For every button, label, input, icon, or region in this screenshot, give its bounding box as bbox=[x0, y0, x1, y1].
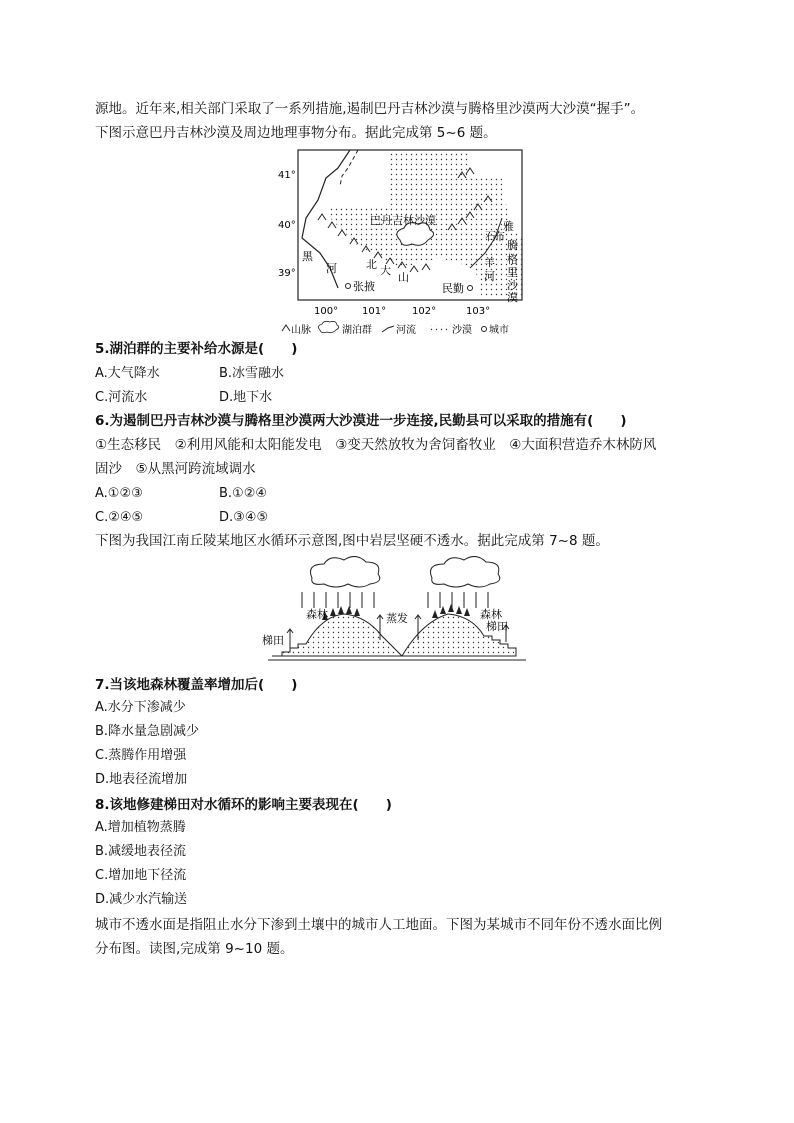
label-hei: 黑 bbox=[302, 250, 313, 263]
water-cycle-diagram bbox=[262, 556, 532, 668]
city-minqin-dot bbox=[468, 286, 473, 291]
q8-option-d: D.减少水汽输送 bbox=[95, 892, 188, 907]
label-he: 河 bbox=[326, 262, 337, 275]
q8-option-a: A.增加植物蒸腾 bbox=[95, 820, 186, 835]
q5-stem: 5.湖泊群的主要补给水源是( ) bbox=[95, 341, 298, 357]
city-zhangye-dot bbox=[346, 284, 351, 289]
q7-option-c: C.蒸腾作用增强 bbox=[95, 748, 187, 763]
q8-stem: 8.该地修建梯田对水循环的影响主要表现在( ) bbox=[95, 797, 392, 813]
lon-103: 103° bbox=[466, 306, 491, 317]
label-da: 大 bbox=[380, 264, 391, 277]
label-yang: 羊 bbox=[484, 256, 495, 269]
intro-line-2: 下图示意巴丹吉林沙漠及周边地理事物分布。据此完成第 5~6 题。 bbox=[95, 125, 497, 141]
q8-option-b: B.减缓地表径流 bbox=[95, 844, 187, 859]
lat-39: 39° bbox=[278, 268, 296, 279]
q6-statements-line-1: ①生态移民 ②利用风能和太阳能发电 ③变天然放牧为舍饲畜牧业 ④大面积营造乔木林防风 bbox=[95, 437, 657, 453]
label-badan-desert: 巴丹吉林沙漠 bbox=[370, 214, 436, 227]
label-sha: 沙 bbox=[507, 279, 518, 292]
lat-40: 40° bbox=[278, 220, 296, 231]
label-minqin: 民勤 bbox=[442, 282, 464, 295]
intro3-line-2: 分布图。读图,完成第 9~10 题。 bbox=[95, 941, 294, 957]
label-forest-left: 森林 bbox=[306, 608, 328, 621]
label-zhangye: 张掖 bbox=[353, 280, 375, 293]
q6-option-b: B.①②④ bbox=[219, 486, 268, 501]
cloud-left bbox=[311, 556, 380, 587]
rain-arrows bbox=[302, 592, 488, 608]
label-terrace-left: 梯田 bbox=[262, 634, 284, 647]
label-mo: 漠 bbox=[507, 291, 518, 304]
label-forest-right: 森林 bbox=[480, 608, 502, 621]
q7-option-b: B.降水量急剧减少 bbox=[95, 724, 200, 739]
intro2-line: 下图为我国江南丘陵某地区水循环示意图,图中岩层坚硬不透水。据此完成第 7~8 题。 bbox=[95, 533, 609, 549]
q5-option-a: A.大气降水 bbox=[95, 366, 160, 381]
q6-statements-line-2: 固沙 ⑤从黑河跨流域调水 bbox=[95, 461, 256, 477]
legend-mountain: 山脉 bbox=[291, 325, 311, 336]
label-ya: 雅 bbox=[503, 220, 514, 233]
label-terrace-right: 梯田 bbox=[486, 620, 508, 633]
q7-option-a: A.水分下渗减少 bbox=[95, 700, 186, 715]
q7-stem: 7.当该地森林覆盖率增加后( ) bbox=[95, 677, 298, 693]
label-shan: 山 bbox=[398, 271, 409, 284]
q5-option-b: B.冰雪融水 bbox=[219, 366, 285, 381]
q8-option-c: C.增加地下径流 bbox=[95, 868, 187, 883]
label-evaporation: 蒸发 bbox=[386, 612, 408, 625]
legend-river: 河流 bbox=[396, 325, 416, 336]
badain-jaran-map bbox=[270, 148, 530, 338]
q6-option-a: A.①②③ bbox=[95, 486, 143, 501]
legend-lakes: 湖泊群 bbox=[342, 325, 372, 336]
label-ge: 格 bbox=[507, 253, 518, 266]
hill-left bbox=[272, 614, 402, 656]
label-shi: 石 bbox=[485, 230, 496, 243]
q5-option-c: C.河流水 bbox=[95, 390, 148, 405]
legend-city: 城市 bbox=[489, 325, 509, 336]
map-legend bbox=[282, 321, 509, 336]
intro-line-1: 源地。近年来,相关部门采取了一系列措施,遏制巴丹吉林沙漠与腾格里沙漠两大沙漠“握手”。 bbox=[95, 101, 645, 117]
q6-option-c: C.②④⑤ bbox=[95, 510, 144, 525]
legend-desert: 沙漠 bbox=[452, 325, 472, 336]
label-li: 里 bbox=[507, 266, 518, 279]
cloud-right bbox=[431, 556, 500, 587]
intro3-line-1: 城市不透水面是指阻止水分下渗到土壤中的城市人工地面。下图为某城市不同年份不透水面比例 bbox=[95, 917, 662, 933]
lon-100: 100° bbox=[314, 306, 339, 317]
label-bu: 布 bbox=[494, 230, 505, 243]
q5-option-d: D.地下水 bbox=[219, 390, 273, 405]
q7-option-d: D.地表径流增加 bbox=[95, 772, 188, 787]
q6-stem: 6.为遏制巴丹吉林沙漠与腾格里沙漠两大沙漠进一步连接,民勤县可以采取的措施有( ) bbox=[95, 413, 627, 429]
label-shiyang-he: 河 bbox=[484, 270, 495, 283]
q6-option-d: D.③④⑤ bbox=[219, 510, 269, 525]
label-bei: 北 bbox=[366, 258, 377, 271]
lon-102: 102° bbox=[412, 306, 437, 317]
lat-41: 41° bbox=[278, 170, 296, 181]
lon-101: 101° bbox=[362, 306, 387, 317]
label-teng: 腾 bbox=[507, 239, 518, 252]
